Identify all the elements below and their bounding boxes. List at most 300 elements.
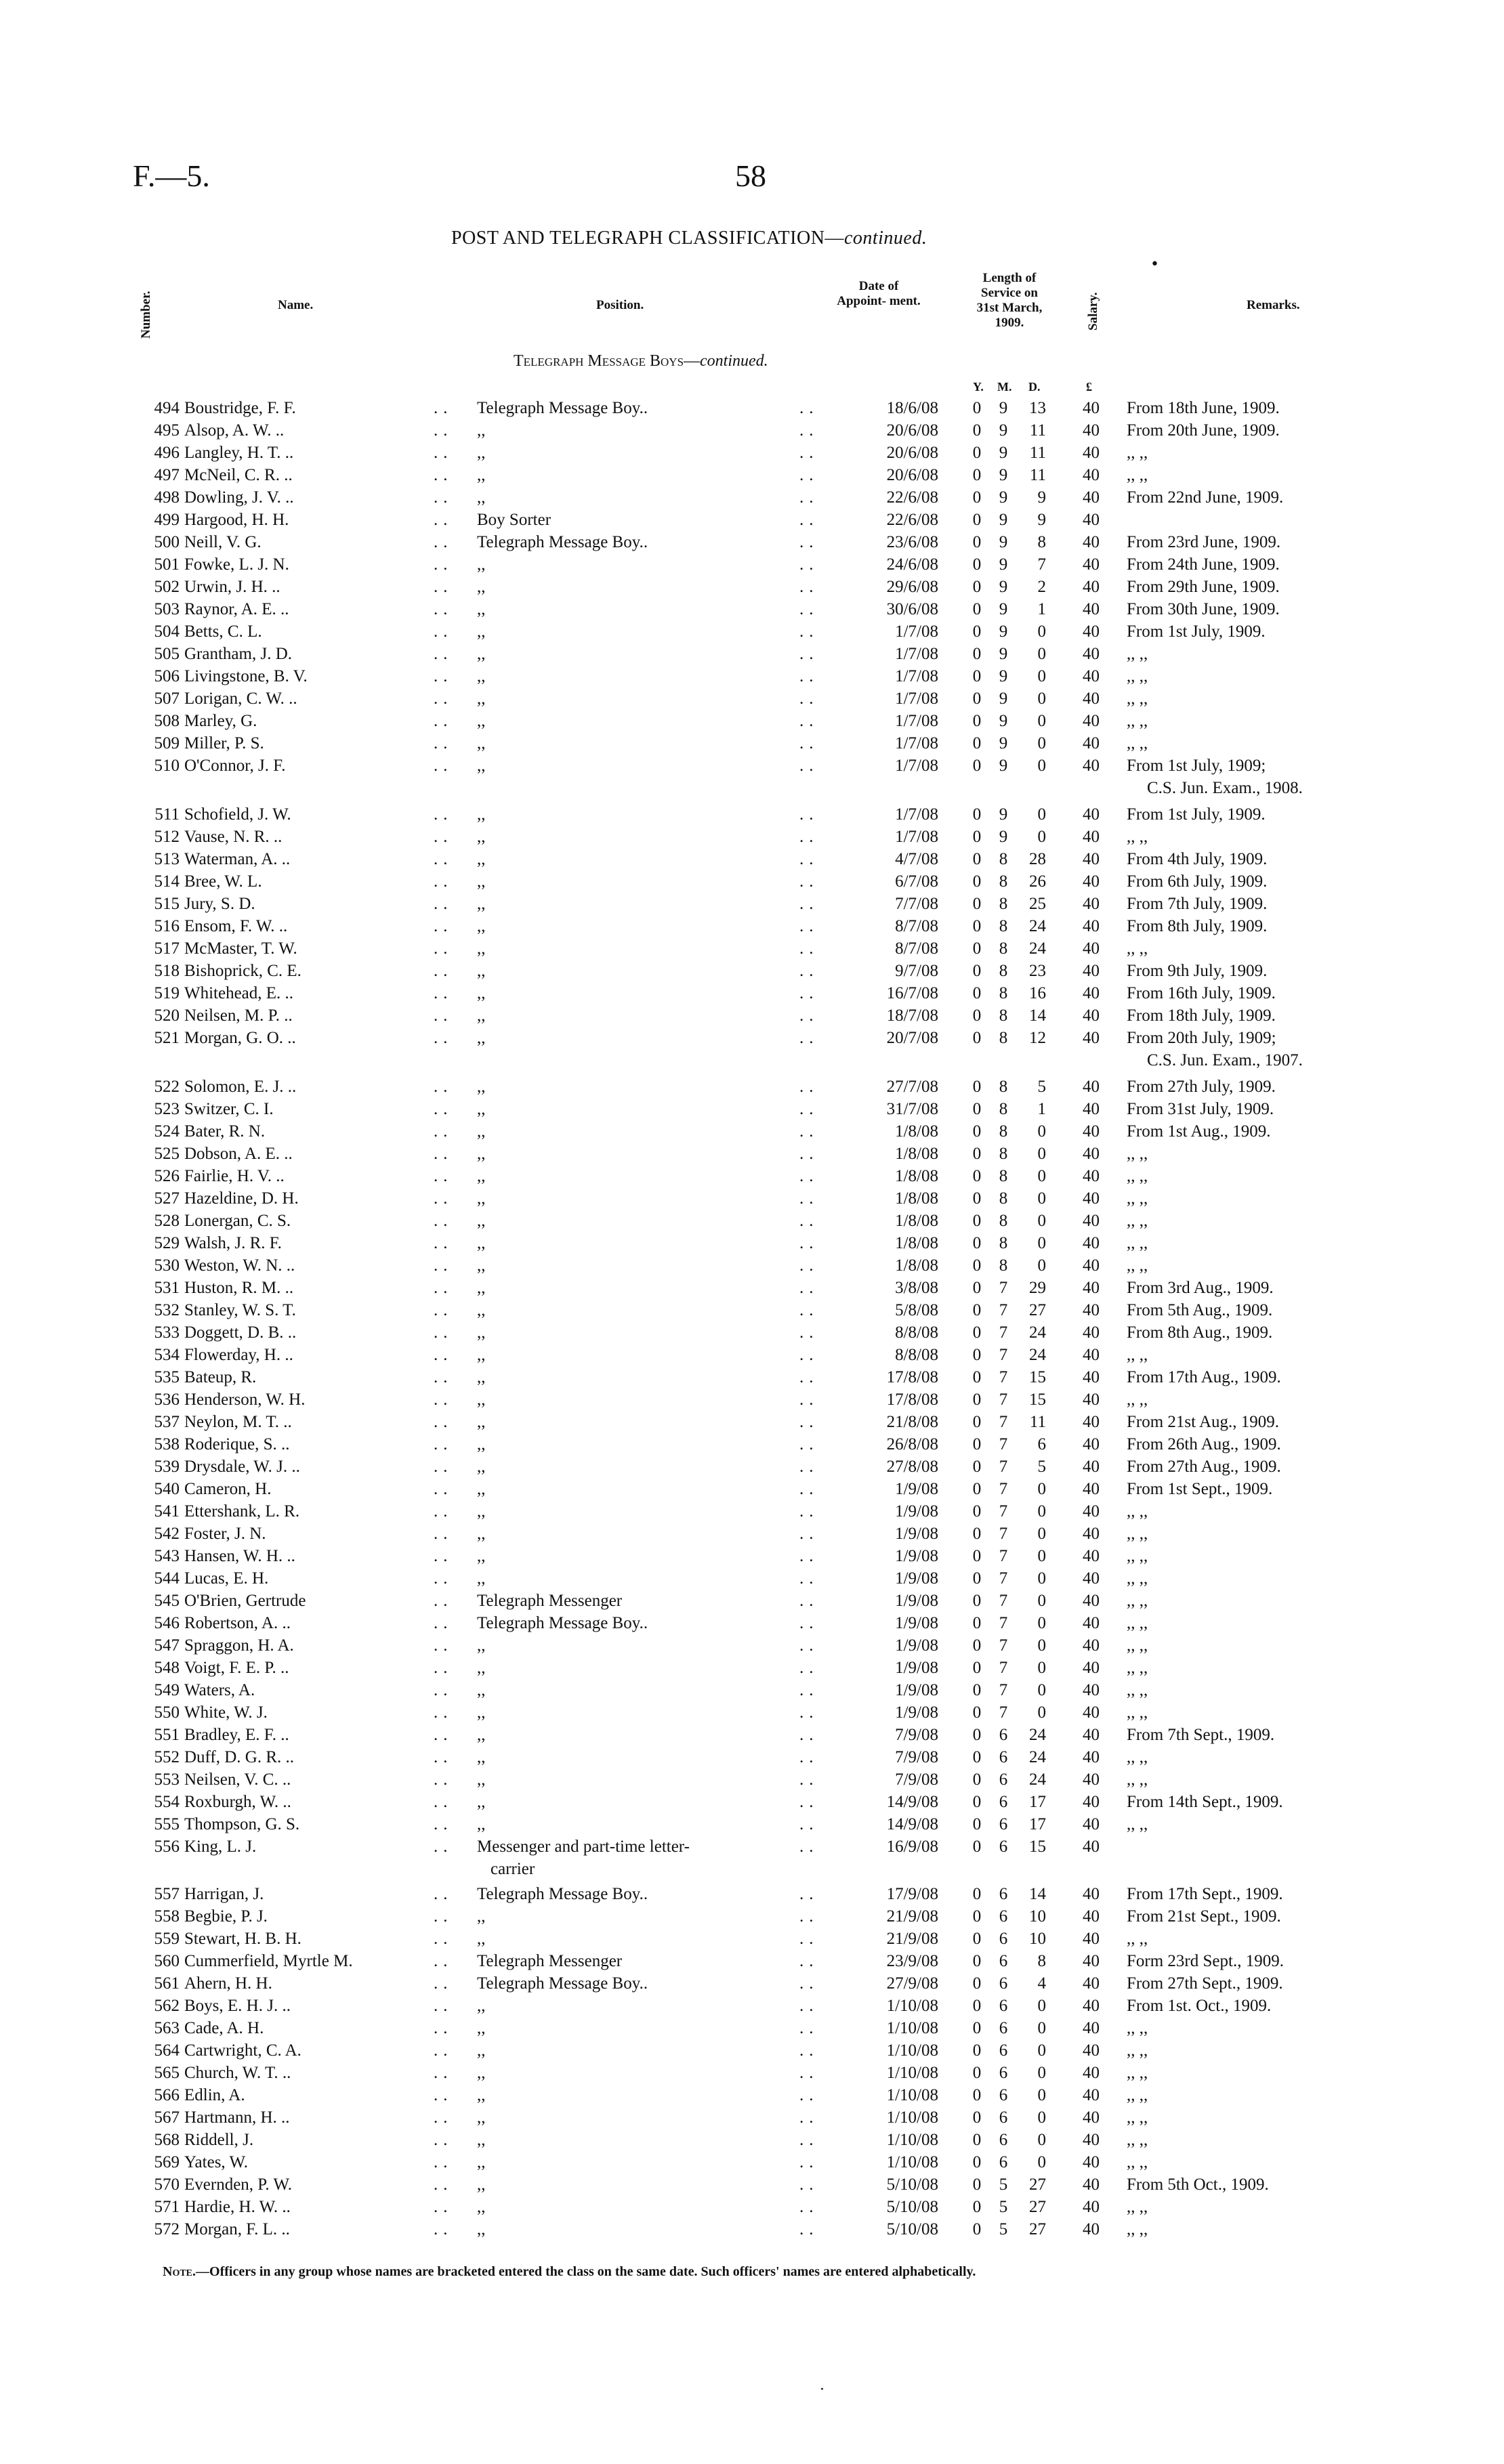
- row-name: Stewart, H. B. H.: [184, 1930, 301, 1948]
- row-position: ,,: [477, 2198, 486, 2216]
- row-years: 0: [972, 828, 982, 846]
- leader-dots: ..: [434, 1726, 453, 1744]
- row-number: 557: [154, 1885, 180, 1903]
- row-date: 5/10/08: [886, 2220, 938, 2238]
- table-row: [0, 1344, 1504, 1366]
- leader-dots: ..: [799, 667, 819, 685]
- row-remarks: ,, ,,: [1127, 1569, 1148, 1588]
- row-name: Ensom, F. W. ..: [184, 917, 288, 935]
- row-salary: 40: [1083, 2220, 1100, 2238]
- row-number: 518: [154, 962, 180, 980]
- row-salary: 40: [1083, 734, 1100, 752]
- row-days: 0: [1037, 1502, 1046, 1521]
- table-row: [0, 598, 1504, 620]
- row-number: 500: [154, 533, 180, 551]
- row-position: ,,: [477, 712, 486, 730]
- row-name: Stanley, W. S. T.: [184, 1301, 296, 1319]
- row-days: 0: [1037, 1636, 1046, 1655]
- leader-dots: ..: [434, 1029, 453, 1047]
- row-months: 7: [999, 1547, 1008, 1565]
- row-months: 8: [999, 1100, 1008, 1118]
- row-salary: 40: [1083, 1815, 1100, 1833]
- table-row: [0, 1165, 1504, 1187]
- unit-years: Y.: [973, 380, 984, 394]
- row-years: 0: [972, 1189, 982, 1208]
- row-salary: 40: [1083, 1930, 1100, 1948]
- row-name: Henderson, W. H.: [184, 1390, 306, 1409]
- leader-dots: ..: [434, 399, 453, 417]
- row-years: 0: [972, 511, 982, 529]
- row-salary: 40: [1083, 667, 1100, 685]
- row-date: 1/7/08: [895, 828, 938, 846]
- row-days: 0: [1037, 1997, 1046, 2015]
- table-row: [0, 2218, 1504, 2240]
- row-remarks: ,, ,,: [1127, 1547, 1148, 1565]
- row-years: 0: [972, 578, 982, 596]
- leader-dots: ..: [434, 1569, 453, 1588]
- row-years: 0: [972, 1346, 982, 1364]
- row-date: 27/8/08: [886, 1458, 938, 1476]
- leader-dots: ..: [434, 1189, 453, 1208]
- leader-dots: ..: [799, 757, 819, 775]
- row-date: 1/7/08: [895, 734, 938, 752]
- row-days: 11: [1029, 466, 1046, 484]
- row-days: 15: [1029, 1368, 1046, 1386]
- row-days: 16: [1029, 984, 1046, 1002]
- row-days: 5: [1037, 1078, 1046, 1096]
- row-remarks: ,, ,,: [1127, 1145, 1148, 1163]
- row-name: Bishoprick, C. E.: [184, 962, 301, 980]
- row-name: Vause, N. R. ..: [184, 828, 283, 846]
- row-number: 562: [154, 1997, 180, 2015]
- row-position: ,,: [477, 1234, 486, 1252]
- row-date: 7/9/08: [895, 1770, 938, 1789]
- row-days: 2: [1037, 578, 1046, 596]
- row-date: 1/8/08: [895, 1256, 938, 1275]
- row-salary: 40: [1083, 1525, 1100, 1543]
- table-row: [0, 870, 1504, 893]
- row-remarks: ,, ,,: [1127, 2108, 1148, 2127]
- row-salary: 40: [1083, 1368, 1100, 1386]
- table-row: [0, 2196, 1504, 2218]
- row-position: ,,: [477, 1122, 486, 1141]
- row-salary: 40: [1083, 1997, 1100, 2015]
- leader-dots: ..: [434, 1301, 453, 1319]
- leader-dots: ..: [799, 1435, 819, 1453]
- row-name: Flowerday, H. ..: [184, 1346, 293, 1364]
- leader-dots: ..: [799, 1748, 819, 1766]
- table-row: [0, 893, 1504, 915]
- row-salary: 40: [1083, 421, 1100, 440]
- row-years: 0: [972, 734, 982, 752]
- row-days: 24: [1029, 1726, 1046, 1744]
- row-salary: 40: [1083, 1006, 1100, 1025]
- row-days: 6: [1037, 1435, 1046, 1453]
- row-years: 0: [972, 2175, 982, 2194]
- row-salary: 40: [1083, 939, 1100, 958]
- row-number: 552: [154, 1748, 180, 1766]
- row-days: 0: [1037, 1569, 1046, 1588]
- row-date: 6/7/08: [895, 872, 938, 891]
- row-remarks: ,, ,,: [1127, 1815, 1148, 1833]
- row-position: ,,: [477, 2108, 486, 2127]
- row-years: 0: [972, 1301, 982, 1319]
- row-months: 7: [999, 1413, 1008, 1431]
- row-salary: 40: [1083, 1502, 1100, 1521]
- row-position: ,,: [477, 1167, 486, 1185]
- row-name: Lucas, E. H.: [184, 1569, 269, 1588]
- row-remarks: From 6th July, 1909.: [1127, 872, 1268, 891]
- row-salary: 40: [1083, 1659, 1100, 1677]
- leader-dots: ..: [799, 2041, 819, 2060]
- row-number: 497: [154, 466, 180, 484]
- leader-dots: ..: [799, 1885, 819, 1903]
- leader-dots: ..: [799, 1323, 819, 1342]
- row-position: ,,: [477, 1435, 486, 1453]
- row-months: 7: [999, 1681, 1008, 1699]
- row-salary: 40: [1083, 1952, 1100, 1970]
- row-salary: 40: [1083, 1234, 1100, 1252]
- row-date: 7/9/08: [895, 1748, 938, 1766]
- table-row: [0, 643, 1504, 665]
- leader-dots: ..: [799, 2153, 819, 2171]
- row-years: 0: [972, 757, 982, 775]
- row-number: 507: [154, 689, 180, 708]
- row-date: 20/6/08: [886, 466, 938, 484]
- row-date: 1/9/08: [895, 1681, 938, 1699]
- row-remarks: From 20th July, 1909;: [1127, 1029, 1276, 1047]
- row-months: 6: [999, 1726, 1008, 1744]
- row-position: ,,: [477, 1793, 486, 1811]
- row-position: ,,: [477, 1390, 486, 1409]
- row-remarks: ,, ,,: [1127, 828, 1148, 846]
- row-remarks: From 26th Aug., 1909.: [1127, 1435, 1281, 1453]
- row-number: 515: [154, 895, 180, 913]
- row-number: 539: [154, 1458, 180, 1476]
- row-months: 9: [999, 399, 1008, 417]
- row-number: 540: [154, 1480, 180, 1498]
- row-remarks: ,, ,,: [1127, 1256, 1148, 1275]
- row-remarks: ,, ,,: [1127, 2041, 1148, 2060]
- row-months: 8: [999, 939, 1008, 958]
- row-date: 1/9/08: [895, 1592, 938, 1610]
- row-position: ,,: [477, 1212, 486, 1230]
- row-years: 0: [972, 872, 982, 891]
- leader-dots: ..: [434, 939, 453, 958]
- row-date: 1/8/08: [895, 1167, 938, 1185]
- row-remarks: From 1st July, 1909;: [1127, 757, 1266, 775]
- row-remarks: From 23rd June, 1909.: [1127, 533, 1281, 551]
- row-number: 502: [154, 578, 180, 596]
- row-remarks: From 5th Oct., 1909.: [1127, 2175, 1269, 2194]
- row-months: 8: [999, 895, 1008, 913]
- row-months: 9: [999, 667, 1008, 685]
- row-days: 24: [1029, 1323, 1046, 1342]
- row-position: ,,: [477, 1569, 486, 1588]
- row-date: 18/6/08: [886, 399, 938, 417]
- row-date: 30/6/08: [886, 600, 938, 618]
- table-row: [0, 1545, 1504, 1567]
- row-number: 572: [154, 2220, 180, 2238]
- row-number: 551: [154, 1726, 180, 1744]
- row-years: 0: [972, 622, 982, 641]
- row-salary: 40: [1083, 2131, 1100, 2149]
- row-name: Bater, R. N.: [184, 1122, 266, 1141]
- row-remarks: ,, ,,: [1127, 1770, 1148, 1789]
- row-months: 7: [999, 1703, 1008, 1722]
- leader-dots: ..: [434, 622, 453, 641]
- row-days: 0: [1037, 2131, 1046, 2149]
- row-remarks: From 29th June, 1909.: [1127, 578, 1280, 596]
- leader-dots: ..: [799, 1838, 819, 1856]
- row-months: 7: [999, 1346, 1008, 1364]
- unit-pounds: £: [1086, 380, 1092, 394]
- table-row: [0, 1950, 1504, 1972]
- row-days: 24: [1029, 1770, 1046, 1789]
- row-name: Roderique, S. ..: [184, 1435, 290, 1453]
- row-number: 569: [154, 2153, 180, 2171]
- row-date: 20/6/08: [886, 421, 938, 440]
- row-days: 17: [1029, 1793, 1046, 1811]
- row-months: 9: [999, 578, 1008, 596]
- row-days: 1: [1037, 1100, 1046, 1118]
- row-days: 17: [1029, 1815, 1046, 1833]
- row-salary: 40: [1083, 805, 1100, 824]
- row-years: 0: [972, 2019, 982, 2037]
- row-remarks: From 27th Sept., 1909.: [1127, 1974, 1283, 1993]
- table-row: [0, 1299, 1504, 1321]
- leader-dots: ..: [799, 850, 819, 868]
- row-position: ,,: [477, 1703, 486, 1722]
- row-remarks: From 24th June, 1909.: [1127, 555, 1280, 574]
- row-date: 26/8/08: [886, 1435, 938, 1453]
- row-number: 549: [154, 1681, 180, 1699]
- row-remarks: ,, ,,: [1127, 2064, 1148, 2082]
- table-row: [0, 1835, 1504, 1878]
- row-position: ,,: [477, 600, 486, 618]
- leader-dots: ..: [434, 1256, 453, 1275]
- row-date: 1/10/08: [886, 2153, 938, 2171]
- row-days: 23: [1029, 962, 1046, 980]
- row-salary: 40: [1083, 2175, 1100, 2194]
- row-number: 509: [154, 734, 180, 752]
- row-remarks-continued: C.S. Jun. Exam., 1908.: [1147, 779, 1303, 797]
- row-position: ,,: [477, 1681, 486, 1699]
- row-years: 0: [972, 850, 982, 868]
- service-header-line: 1909.: [995, 316, 1024, 330]
- row-salary: 40: [1083, 2041, 1100, 2060]
- row-days: 0: [1037, 1614, 1046, 1632]
- leader-dots: ..: [434, 2198, 453, 2216]
- row-name: Neylon, M. T. ..: [184, 1413, 292, 1431]
- row-position: ,,: [477, 1547, 486, 1565]
- leader-dots: ..: [434, 1592, 453, 1610]
- row-position: ,,: [477, 984, 486, 1002]
- row-remarks-continued: C.S. Jun. Exam., 1907.: [1147, 1051, 1303, 1069]
- row-remarks: ,, ,,: [1127, 689, 1148, 708]
- row-position: ,,: [477, 939, 486, 958]
- row-position: ,,: [477, 895, 486, 913]
- row-name: Cartwright, C. A.: [184, 2041, 301, 2060]
- row-months: 6: [999, 2153, 1008, 2171]
- row-years: 0: [972, 1458, 982, 1476]
- table-row: [0, 1523, 1504, 1545]
- leader-dots: ..: [799, 872, 819, 891]
- row-salary: 40: [1083, 1681, 1100, 1699]
- row-remarks: From 22nd June, 1909.: [1127, 488, 1284, 507]
- row-name: Fairlie, H. V. ..: [184, 1167, 285, 1185]
- row-salary: 40: [1083, 1907, 1100, 1926]
- row-number: 495: [154, 421, 180, 440]
- row-remarks: ,, ,,: [1127, 1592, 1148, 1610]
- row-days: 0: [1037, 645, 1046, 663]
- row-name: Hargood, H. H.: [184, 511, 289, 529]
- row-years: 0: [972, 1368, 982, 1386]
- table-row: [0, 486, 1504, 509]
- leader-dots: ..: [799, 1279, 819, 1297]
- row-years: 0: [972, 2131, 982, 2149]
- row-position: ,,: [477, 1368, 486, 1386]
- row-salary: 40: [1083, 1323, 1100, 1342]
- leader-dots: ..: [434, 1952, 453, 1970]
- row-salary: 40: [1083, 1256, 1100, 1275]
- leader-dots: ..: [434, 757, 453, 775]
- column-header-remarks: Remarks.: [1247, 298, 1300, 312]
- row-name: Evernden, P. W.: [184, 2175, 293, 2194]
- row-years: 0: [972, 1525, 982, 1543]
- row-months: 9: [999, 828, 1008, 846]
- row-position: ,,: [477, 757, 486, 775]
- row-years: 0: [972, 1547, 982, 1565]
- row-position-continued: carrier: [490, 1860, 535, 1878]
- row-months: 6: [999, 1907, 1008, 1926]
- leader-dots: ..: [799, 555, 819, 574]
- row-days: 0: [1037, 757, 1046, 775]
- row-number: 516: [154, 917, 180, 935]
- table-row: [0, 826, 1504, 848]
- table-row: [0, 1679, 1504, 1701]
- row-position: ,,: [477, 1100, 486, 1118]
- row-years: 0: [972, 1770, 982, 1789]
- row-months: 6: [999, 1930, 1008, 1948]
- row-days: 0: [1037, 1122, 1046, 1141]
- row-years: 0: [972, 939, 982, 958]
- row-years: 0: [972, 1703, 982, 1722]
- leader-dots: ..: [799, 689, 819, 708]
- row-years: 0: [972, 1636, 982, 1655]
- row-salary: 40: [1083, 1480, 1100, 1498]
- row-salary: 40: [1083, 488, 1100, 507]
- row-days: 0: [1037, 805, 1046, 824]
- row-number: 567: [154, 2108, 180, 2127]
- table-row: [0, 1768, 1504, 1791]
- row-years: 0: [972, 667, 982, 685]
- row-years: 0: [972, 533, 982, 551]
- leader-dots: ..: [799, 1636, 819, 1655]
- row-number: 538: [154, 1435, 180, 1453]
- row-date: 1/9/08: [895, 1525, 938, 1543]
- leader-dots: ..: [799, 1703, 819, 1722]
- section-title: Telegraph Message Boys—: [514, 352, 701, 370]
- row-number: 530: [154, 1256, 180, 1275]
- row-salary: 40: [1083, 600, 1100, 618]
- row-years: 0: [972, 2064, 982, 2082]
- row-remarks: ,, ,,: [1127, 645, 1148, 663]
- row-salary: 40: [1083, 1592, 1100, 1610]
- row-position: ,,: [477, 1346, 486, 1364]
- row-remarks: ,, ,,: [1127, 1525, 1148, 1543]
- leader-dots: ..: [434, 1145, 453, 1163]
- row-remarks: ,, ,,: [1127, 734, 1148, 752]
- table-row: [0, 1098, 1504, 1120]
- row-years: 0: [972, 1726, 982, 1744]
- row-number: 508: [154, 712, 180, 730]
- row-remarks: From 1st July, 1909.: [1127, 805, 1266, 824]
- leader-dots: ..: [799, 399, 819, 417]
- row-salary: 40: [1083, 1212, 1100, 1230]
- row-salary: 40: [1083, 1145, 1100, 1163]
- row-name: Hazeldine, D. H.: [184, 1189, 299, 1208]
- row-position: ,,: [477, 1279, 486, 1297]
- row-months: 8: [999, 1212, 1008, 1230]
- leader-dots: ..: [799, 511, 819, 529]
- row-remarks: From 27th Aug., 1909.: [1127, 1458, 1281, 1476]
- row-days: 0: [1037, 1592, 1046, 1610]
- row-date: 1/10/08: [886, 1997, 938, 2015]
- table-row: [0, 2039, 1504, 2062]
- table-row: [0, 1366, 1504, 1388]
- leader-dots: ..: [799, 466, 819, 484]
- row-months: 6: [999, 2131, 1008, 2149]
- row-days: 0: [1037, 622, 1046, 641]
- row-months: 8: [999, 1122, 1008, 1141]
- row-number: 519: [154, 984, 180, 1002]
- row-months: 6: [999, 1770, 1008, 1789]
- row-position: ,,: [477, 1636, 486, 1655]
- stray-mark: ·: [820, 2381, 824, 2398]
- table-row: [0, 1995, 1504, 2017]
- row-remarks: ,, ,,: [1127, 1167, 1148, 1185]
- row-number: 570: [154, 2175, 180, 2194]
- row-years: 0: [972, 1167, 982, 1185]
- row-date: 1/9/08: [895, 1659, 938, 1677]
- row-days: 24: [1029, 1346, 1046, 1364]
- row-name: Weston, W. N. ..: [184, 1256, 295, 1275]
- row-name: Ettershank, L. R.: [184, 1502, 300, 1521]
- row-remarks: From 14th Sept., 1909.: [1127, 1793, 1283, 1811]
- row-remarks: ,, ,,: [1127, 2086, 1148, 2104]
- row-years: 0: [972, 1435, 982, 1453]
- leader-dots: ..: [434, 645, 453, 663]
- row-remarks: ,, ,,: [1127, 1502, 1148, 1521]
- row-date: 1/7/08: [895, 805, 938, 824]
- row-position: ,,: [477, 962, 486, 980]
- row-months: 6: [999, 1952, 1008, 1970]
- row-number: 536: [154, 1390, 180, 1409]
- leader-dots: ..: [434, 2086, 453, 2104]
- leader-dots: ..: [799, 1390, 819, 1409]
- row-number: 554: [154, 1793, 180, 1811]
- row-remarks: ,, ,,: [1127, 2153, 1148, 2171]
- row-years: 0: [972, 917, 982, 935]
- row-date: 1/7/08: [895, 757, 938, 775]
- row-days: 0: [1037, 1189, 1046, 1208]
- row-years: 0: [972, 1838, 982, 1856]
- column-header-position: Position.: [596, 298, 644, 312]
- row-days: 24: [1029, 1748, 1046, 1766]
- row-remarks: Form 23rd Sept., 1909.: [1127, 1952, 1284, 1970]
- leader-dots: ..: [799, 421, 819, 440]
